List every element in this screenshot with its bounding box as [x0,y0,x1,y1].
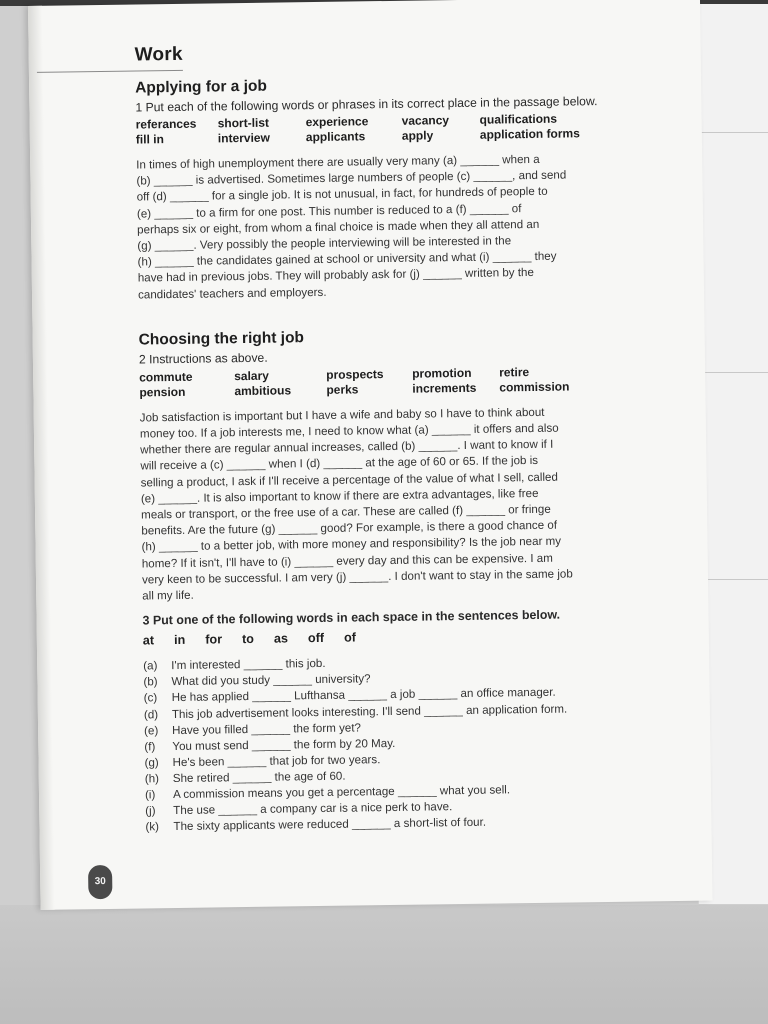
page-number-badge: 30 [88,865,112,899]
section-heading-applying: Applying for a job [135,77,268,97]
sentence-label: (j) [145,804,156,818]
sentence-text: You must send ______ the form by 20 May. [172,736,396,753]
passage-line: (e) ______ to a firm for one post. This number is reduced to a (f) ______ of [136,201,522,221]
passage-line: selling a product, I ask if I'll receive a percentage of the value of what I sell, called [140,470,558,490]
passage-line: all my life. [142,588,194,603]
passage-line: have had in previous jobs. They will probably ask for (j) ______ written by the [137,266,534,285]
passage-line: whether there are regular annual increases, called (b) ______. I want to know if I [140,437,554,457]
sentence-label: (i) [144,788,156,802]
sentence-label: (f) [144,740,156,754]
word-item: ambitious [234,383,292,398]
word-item: short-list [217,115,270,131]
passage-line: candidates' teachers and employers. [137,285,327,302]
sentence-label: (c) [143,691,158,705]
sentence-text: This job advertisement looks interesting. I'll send ______ an application form. [171,702,568,721]
word-item: salary [234,368,269,383]
word-item: prospects [326,366,384,382]
word-item: at [142,633,155,648]
word-item: for [205,632,223,647]
exercise-1-instruction: 1 Put each of the following words or phrases in its correct place in the passage below. [135,94,598,115]
sentence-list [143,652,615,836]
word-item: promotion [412,365,472,381]
word-item: fill in [135,132,164,147]
passage-line: home? If it isn't, I'll have to (i) ______ every day and this can be expensive. I am [141,551,553,571]
sentence-label: (a) [143,659,158,673]
sentence-text: Have you filled ______ the form yet? [172,721,362,737]
word-item: applicants [305,129,366,145]
word-item: commute [139,369,193,385]
word-item: of [343,630,357,645]
word-item: perks [326,382,359,397]
word-item: qualifications [479,111,558,127]
page-gutter-shadow [28,6,55,910]
sentence-label: (k) [145,820,160,834]
word-item: experience [305,114,369,130]
passage-line: (b) ______ is advertised. Sometimes large numbers of people (c) ______, and send [136,168,567,188]
passage-line: (h) ______ the candidates gained at school or university and what (i) ______ they [137,249,557,269]
passage-line: (e) ______. It is also important to know if there are extra advantages, like free [140,486,539,506]
word-item: in [173,633,186,648]
sentence-text: What did you study ______ university? [171,672,371,689]
passage-line: benefits. Are the future (g) ______ good? For example, is there a good chance of [141,518,558,538]
passage-line: meals or transport, or the free use of a car. These are called (f) ______ or fringe [141,502,551,522]
sentence-label: (g) [144,756,159,770]
passage-2 [140,404,613,605]
sentence-label: (b) [143,675,158,689]
sentence-label: (d) [143,707,159,721]
word-item: apply [401,128,434,143]
sentence-text: He has applied ______ Lufthansa ______ a job ______ an office manager. [171,686,556,705]
passage-1 [136,151,608,303]
passage-line: will receive a (c) ______ when I (d) ______ at the age of 60 or 65. If the job is [140,454,539,473]
word-item: pension [139,384,186,400]
sentence-label: (e) [144,723,159,738]
word-item: application forms [479,126,580,142]
word-item: as [273,631,289,646]
sentence-text: The sixty applicants were reduced ______ a short-list of four. [173,815,487,834]
word-item: to [241,632,255,647]
sentence-text: She retired ______ the age of 60. [172,769,346,785]
chapter-title: Work [134,43,183,66]
word-item: vacancy [401,113,450,128]
sentence-label: (h) [144,772,160,786]
passage-line: money too. If a job interests me, I need to know what (a) ______ it offers and also [139,421,559,441]
exercise-3-instruction: 3 Put one of the following words in each space in the sentences below. [142,607,561,628]
sentence-text: The use ______ a company car is a nice perk to have. [173,800,453,818]
sentence-text: I'm interested ______ this job. [171,657,326,673]
passage-line: very keen to be successful. I am very (j) ______. I don't want to stay in the same job [141,567,573,587]
word-item: commission [499,379,570,395]
word-item: increments [412,380,477,396]
word-item: retire [499,364,530,380]
section-heading-choosing: Choosing the right job [138,329,305,349]
passage-line: Job satisfaction is important but I have a wife and baby so I have to think about [139,405,545,425]
passage-line: (h) ______ to a better job, with more money and responsibility? Is the job near my [141,535,562,554]
word-item: interview [217,130,270,146]
scan-background [0,905,768,1024]
workbook-page [28,0,713,910]
page-content [135,38,616,836]
exercise-2-instruction: 2 Instructions as above. [138,350,268,367]
word-item: referances [135,116,197,132]
passage-line: (g) ______. Very possibly the people interviewing will be interested in the [137,234,512,253]
passage-line: off (d) ______ for a single job. It is not unusual, in fact, for hundreds of people to [136,185,548,204]
passage-line: perhaps six or eight, from whom a final choice is made when they all attend an [137,217,540,237]
sentence-text: He's been ______ that job for two years. [172,752,381,769]
passage-line: In times of high unemployment there are usually very many (a) ______ when a [136,152,540,172]
sentence-text: A commission means you get a percentage ______ what you sell. [172,783,511,802]
word-item: off [307,631,325,646]
